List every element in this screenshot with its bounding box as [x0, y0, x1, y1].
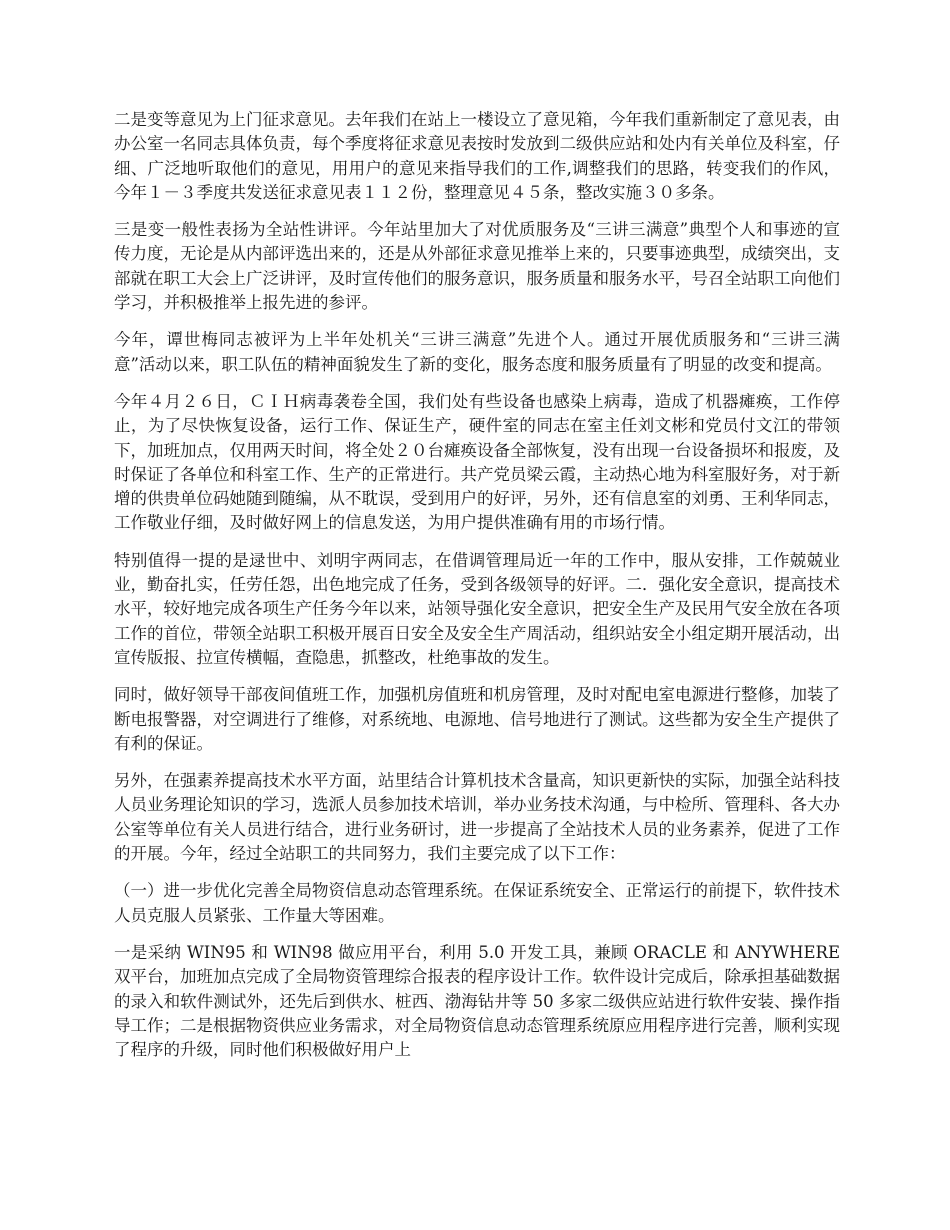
paragraph-3: 今年，谭世梅同志被评为上半年处机关“三讲三满意”先进个人。通过开展优质服务和“三讲三满意”活动以来，职工队伍的精神面貌发生了新的变化，服务态度和服务质量有了明显的改变和提高。 [114, 330, 840, 374]
paragraph-2: 三是变一般性表扬为全站性讲评。今年站里加大了对优质服务及“三讲三满意”典型个人和事迹的宣传力度，无论是从内部评选出来的，还是从外部征求意见推举上来的，只要事迹典型，成绩突出，支部就在职工大会上广泛讲评，及时宣传他们的服务意识，服务质量和服务水平，号召全站职工向他们学习，并积极推举上报先进的参评。 [114, 220, 840, 313]
paragraph-1: 二是变等意见为上门征求意见。去年我们在站上一楼设立了意见箱，今年我们重新制定了意见表，由办公室一名同志具体负责，每个季度将征求意见表按时发放到二级供应站和处内有关单位及科室，仔细、广泛地听取他们的意见，用用户的意见来指导我们的工作,调整我们的思路，转变我们的作风，今年１－３季度共发送征求意见表１１２份，整理意见４５条，整改实施３０多条。 [114, 110, 840, 202]
paragraph-7: 另外，在强素养提高技术水平方面，站里结合计算机技术含量高，知识更新快的实际，加强全站科技人员业务理论知识的学习，选派人员参加技术培训，举办业务技术沟通，与中检所、管理科、各大办公室等单位有关人员进行结合，进行业务研讨，进一步提高了全站技术人员的业务素养，促进了工作的开展。今年，经过全站职工的共同努力，我们主要完成了以下工作： [114, 771, 840, 864]
paragraph-4: 今年４月２６日，ＣＩＨ病毒袭卷全国，我们处有些设备也感染上病毒，造成了机器瘫痪，工作停止，为了尽快恢复设备，运行工作、保证生产，硬件室的同志在室主任刘文彬和党员付文江的带领下，加班加点，仅用两天时间，将全处２０台瘫痪设备全部恢复，没有出现一台设备损坏和报废，及时保证了各单位和科室工作、生产的正常进行。共产党员梁云霞，主动热心地为科室服好务，对于新增的供贵单位码她随到随编，从不耽误，受到用户的好评，另外，还有信息室的刘勇、王利华同志，工作敬业仔细，及时做好网上的信息发送，为用户提供准确有用的市场行情。 [114, 391, 840, 533]
paragraph-6: 同时，做好领导干部夜间值班工作，加强机房值班和机房管理，及时对配电室电源进行整修，加装了断电报警器，对空调进行了维修，对系统地、电源地、信号地进行了测试。这些都为安全生产提供了有利的保证。 [114, 685, 840, 753]
document-page [114, 108, 840, 1075]
paragraph-8: （一）进一步优化完善全局物资信息动态管理系统。在保证系统安全、正常运行的前提下，软件技术人员克服人员紧张、工作量大等困难。 [114, 881, 840, 925]
paragraph-9: 一是采纳 WIN95 和 WIN98 做应用平台，利用 5.0 开发工具，兼顾 ORACLE 和 ANYWHERE 双平台，加班加点完成了全局物资管理综合报表的程序设计工作。软件设计完成后，除承担基础数据的录入和软件测试外，还先后到供水、桩西、渤海钻井等 50 多家二级供应站进行软件安装、操作指导工作；二是根据物资供应业务需求，对全局物资信息动态管理系统原应用程序进行完善，顺利实现了程序的升级，同时他们积极做好用户上 [114, 942, 840, 1060]
paragraph-5: 特别值得一提的是逯世中、刘明宇两同志，在借调管理局近一年的工作中，服从安排，工作兢兢业业，勤奋扎实，任劳任怨，出色地完成了任务，受到各级领导的好评。二．强化安全意识，提高技术水平，较好地完成各项生产任务今年以来，站领导强化安全意识，把安全生产及民用气安全放在各项工作的首位，带领全站职工积极开展百日安全及安全生产周活动，组织站安全小组定期开展活动，出宣传版报、拉宣传横幅，查隐患，抓整改，杜绝事故的发生。 [114, 550, 840, 667]
